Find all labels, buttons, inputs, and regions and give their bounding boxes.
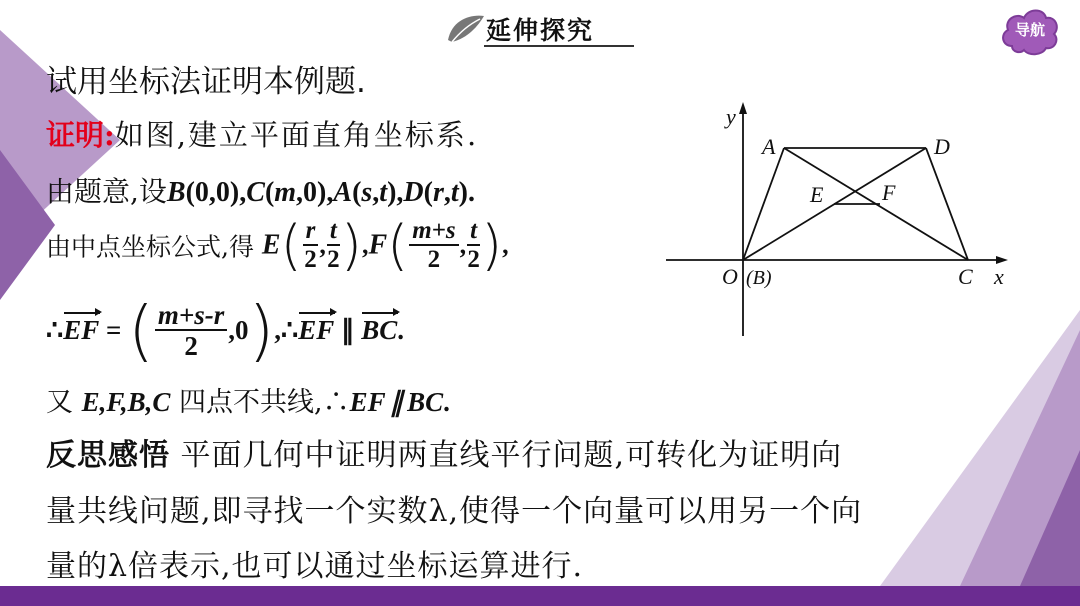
proof-label: 证明: bbox=[46, 118, 115, 152]
point-C-label: C bbox=[246, 177, 265, 208]
d-open: ( bbox=[423, 177, 433, 208]
open-paren: ( bbox=[280, 214, 302, 277]
reflection-label: 反思感悟 bbox=[46, 438, 170, 473]
frac-t-2 bbox=[327, 218, 340, 274]
label-E: E bbox=[810, 182, 824, 207]
frac-r-2 bbox=[303, 218, 319, 274]
segment-EF: EF bbox=[349, 387, 386, 417]
d-r: r bbox=[432, 177, 444, 208]
line5-middle: 四点不共线,∴ bbox=[170, 387, 350, 418]
trapezoid-diagram bbox=[660, 98, 1020, 338]
nav-label: 导航 bbox=[1014, 21, 1045, 39]
c-m: m bbox=[274, 177, 297, 208]
vector-EF: EF bbox=[63, 315, 100, 345]
proof-line-1 bbox=[46, 113, 478, 154]
frac-ms-2 bbox=[409, 218, 458, 274]
point-B-label: B bbox=[166, 177, 186, 208]
c-close: ,0), bbox=[296, 177, 334, 208]
frac-den: 2 bbox=[467, 246, 480, 273]
label-x: x bbox=[994, 264, 1004, 289]
bottom-bar bbox=[0, 586, 1080, 606]
period: . bbox=[443, 387, 450, 417]
label-O: O bbox=[722, 264, 738, 289]
reflection-text-3: 量的λ倍表示,也可以通过坐标运算进行. bbox=[46, 549, 584, 584]
nav-button[interactable] bbox=[998, 2, 1062, 58]
line2-prefix: 由题意,设 bbox=[46, 175, 167, 208]
line5-prefix: 又 bbox=[46, 387, 82, 418]
frac-num: r bbox=[303, 218, 319, 246]
point-B-coord: (0,0), bbox=[185, 177, 247, 208]
comma: , bbox=[459, 230, 467, 260]
frac-num: t bbox=[327, 218, 340, 246]
comma: , bbox=[319, 230, 326, 260]
open-paren: ( bbox=[128, 292, 154, 369]
frac-msr-2 bbox=[155, 301, 227, 361]
parallel-symbol: ∥ bbox=[334, 315, 362, 345]
a-open: ( bbox=[352, 177, 362, 208]
segment-BC: BC bbox=[407, 387, 444, 417]
frac-den: 2 bbox=[427, 246, 441, 273]
a-comma: , bbox=[372, 177, 380, 208]
line3-prefix: 由中点坐标公式,得 bbox=[46, 232, 262, 262]
a-s: s bbox=[361, 177, 373, 208]
reflection-text-2: 量共线问题,即寻找一个实数λ,使得一个向量可以用另一个向 bbox=[46, 494, 863, 529]
point-D-label: D bbox=[403, 177, 424, 208]
proof-line-2 bbox=[46, 170, 475, 210]
frac-den: 2 bbox=[327, 246, 340, 273]
a-close: ), bbox=[387, 177, 404, 208]
label-F: F bbox=[882, 180, 896, 205]
equals-sign: = bbox=[99, 315, 129, 345]
parallel-symbol: ∥ bbox=[389, 387, 404, 417]
label-C: C bbox=[958, 264, 973, 289]
section-title: 延伸探究 bbox=[486, 16, 595, 45]
segment-DC bbox=[926, 148, 968, 260]
period: . bbox=[397, 315, 405, 345]
points-list: E,F,B,C bbox=[81, 387, 171, 417]
close-paren: ) bbox=[340, 214, 362, 277]
point-E-label: E bbox=[261, 229, 281, 261]
proof-line-3 bbox=[46, 214, 509, 277]
segment-AB bbox=[743, 148, 784, 260]
label-y: y bbox=[726, 104, 736, 129]
point-A-label: A bbox=[333, 177, 353, 208]
frac-t-2 bbox=[467, 218, 480, 274]
problem-text: 试用坐标法证明本例题. bbox=[46, 64, 366, 100]
problem-statement bbox=[46, 56, 366, 101]
reflection-text-1: 平面几何中证明两直线平行问题,可转化为证明向 bbox=[170, 438, 843, 473]
vector-EF: EF bbox=[298, 315, 335, 345]
frac-den: 2 bbox=[184, 331, 198, 361]
reflection-line-3 bbox=[46, 541, 583, 585]
label-B: (B) bbox=[746, 267, 772, 289]
frac-den: 2 bbox=[304, 246, 317, 273]
open-paren: ( bbox=[387, 214, 409, 277]
y-axis-arrow bbox=[739, 102, 747, 114]
vector-BC: BC bbox=[361, 315, 398, 345]
close-paren: ) bbox=[248, 292, 275, 369]
therefore-symbol: ,∴ bbox=[274, 315, 299, 345]
proof-line-5 bbox=[46, 380, 450, 419]
c-open: ( bbox=[264, 177, 275, 208]
frac-num: m+s-r bbox=[155, 301, 227, 331]
comma: , bbox=[361, 230, 369, 260]
reflection-line-1 bbox=[46, 430, 842, 474]
point-F-label: F bbox=[368, 229, 388, 261]
therefore-symbol: ∴ bbox=[46, 315, 64, 345]
reflection-line-2 bbox=[46, 486, 862, 530]
label-A: A bbox=[762, 134, 776, 159]
d-close: ). bbox=[458, 177, 475, 208]
d-t: t bbox=[450, 177, 459, 208]
close-paren: ) bbox=[481, 214, 503, 277]
label-D: D bbox=[934, 134, 950, 159]
proof-line-4 bbox=[46, 292, 404, 369]
d-comma: , bbox=[443, 177, 451, 208]
frac-num: t bbox=[467, 218, 480, 246]
a-t: t bbox=[379, 177, 388, 208]
x-axis-arrow bbox=[996, 256, 1008, 264]
frac-num: m+s bbox=[409, 218, 458, 246]
proof-line1-text: 如图,建立平面直角坐标系. bbox=[114, 118, 479, 152]
comma: , bbox=[502, 230, 509, 260]
zero-coord: ,0 bbox=[228, 315, 249, 345]
